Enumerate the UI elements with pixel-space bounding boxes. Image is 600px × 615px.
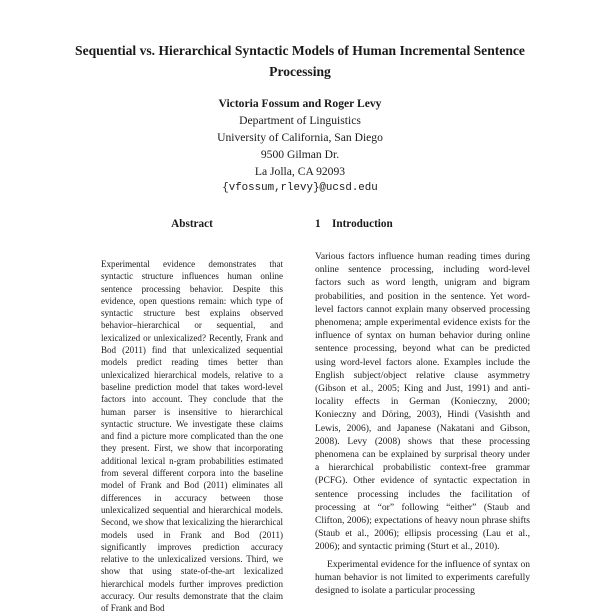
section-heading-introduction — [315, 218, 530, 230]
introduction-paragraph-1: Various factors influence human reading times during online sentence processing, including word-level factors such as word length, unigram and bigram probabilities, and position in the sentence. Yet word-level factors cannot explain many observed processing phenomena; ample experimental evidence exists for the influence of syntax on human behavior during online sentence processing, beyond what can be predicted using word-level factors alone. Examples include the English subject/object relative clause asymmetry (Gibson et al., 2005; King and Just, 1991) and anti-locality effects in German (Konieczny, 2000; Konieczny and Döring, 2003), Hindi (Vasishth and Lewis, 2006), and Japanese (Nakatani and Gibson, 2008). Levy (2008) shows that these processing phenomena can be explained by surprisal theory under a hierarchical probabilistic context-free grammar (PCFG). Other evidence of syntactic expectation in sentence processing includes the facilitation of processing at “or” following “either” (Staub and Clifton, 2006); expectations of heavy noun phrase shifts (Staub et al., 2006); ellipsis processing (Lau et al., 2006); and syntactic priming (Sturt et al., 2010). — [315, 251, 530, 553]
author-names: Victoria Fossum and Roger Levy — [218, 97, 382, 110]
introduction-paragraph-2: Experimental evidence for the influence of syntax on human behavior is not limited to experiments carefully designed to isolate a particular processing — [315, 558, 530, 597]
abstract-text: Experimental evidence demonstrates that syntactic structure influences human online sentence processing behavior. Despite this evidence, open questions remain: which type of syntactic structure best explains observed behavior–hierarchical or sequential, and lexicalized or unlexicalized? Recently, Frank and Bod (2011) find that unlexicalized sequential models predict reading times better than unlexicalized hierarchical models, relative to a baseline prediction model that takes word-level factors into account. They conclude that the human parser is insensitive to hierarchical syntactic structure. We investigate these claims and find a picture more complicated than the one they present. First, we show that incorporating additional lexical n-gram probabilities estimated from several different corpora into the baseline model of Frank and Bod (2011) eliminates all differences in accuracy between those unlexicalized sequential and hierarchical models. Second, we show that lexicalizing the hierarchical models used in Frank and Bod (2011) significantly improves prediction accuracy relative to the unlexicalized versions. Third, we show that using state-of-the-art lexicalized hierarchical models further improves prediction accuracy. Our results demonstrate that the claim of Frank and Bod — [101, 259, 283, 614]
author-street: 9500 Gilman Dr. — [260, 148, 340, 161]
author-department: Department of Linguistics — [239, 114, 361, 127]
author-university: University of California, San Diego — [217, 131, 383, 144]
introduction-column — [315, 218, 530, 597]
author-city: La Jolla, CA 92093 — [254, 165, 346, 178]
abstract-heading: Abstract — [171, 218, 213, 230]
author-block — [150, 95, 450, 197]
author-email: {vfossum,rlevy}@ucsd.edu — [222, 182, 378, 194]
paper-title: Sequential vs. Hierarchical Syntactic Models of Human Incremental Sentence Processing — [75, 43, 525, 79]
section-title: Introduction — [332, 218, 393, 230]
section-number: 1 — [315, 218, 321, 230]
abstract-column — [101, 218, 283, 615]
